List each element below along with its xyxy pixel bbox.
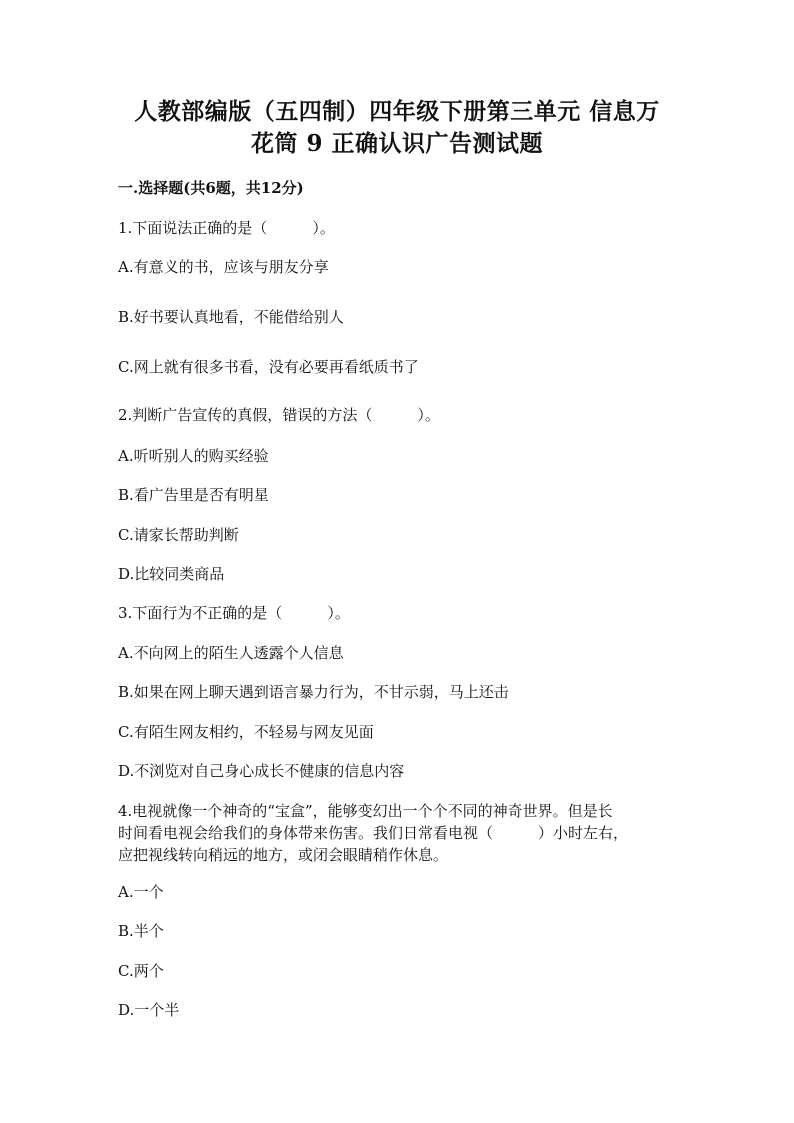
question-4-option-c: C.两个 <box>118 962 164 980</box>
question-4-stem-line-2: 时间看电视会给我们的身体带来伤害。我们日常看电视（ ）小时左右， <box>118 824 629 842</box>
question-1-stem: 1.下面说法正确的是（ ）。 <box>118 219 335 237</box>
question-2-option-a: A.听听别人的购买经验 <box>118 447 269 465</box>
question-2-stem: 2.判断广告宣传的真假，错误的方法（ ）。 <box>118 406 440 424</box>
question-1-option-c: C.网上就有很多书看，没有必要再看纸质书了 <box>118 358 419 376</box>
section-heading: 一.选择题(共6题，共12分) <box>118 179 304 197</box>
question-3-option-d: D.不浏览对自己身心成长不健康的信息内容 <box>118 762 405 780</box>
question-3-stem: 3.下面行为不正确的是（ ）。 <box>118 604 350 622</box>
question-4-stem-line-1: 4.电视就像一个神奇的“宝盒”，能够变幻出一个个不同的神奇世界。但是长 <box>118 802 613 820</box>
question-2-option-d: D.比较同类商品 <box>118 565 225 583</box>
question-2-option-c: C.请家长帮助判断 <box>118 526 239 544</box>
title-line-1: 人教部编版（五四制）四年级下册第三单元 信息万 <box>134 98 660 125</box>
question-3-option-a: A.不向网上的陌生人透露个人信息 <box>118 644 344 662</box>
question-4-option-d: D.一个半 <box>118 1001 180 1019</box>
question-3-option-c: C.有陌生网友相约，不轻易与网友见面 <box>118 723 374 741</box>
question-2-option-b: B.看广告里是否有明星 <box>118 486 269 504</box>
question-4-option-a: A.一个 <box>118 883 164 901</box>
question-1-option-b: B.好书要认真地看，不能借给别人 <box>118 308 344 326</box>
question-4-stem-line-3: 应把视线转向稍远的地方，或闭会眼睛稍作休息。 <box>118 846 449 864</box>
question-3-option-b: B.如果在网上聊天遇到语言暴力行为，不甘示弱，马上还击 <box>118 683 509 701</box>
title-line-2: 花筒 9 正确认识广告测试题 <box>250 130 544 157</box>
question-1-option-a: A.有意义的书，应该与朋友分享 <box>118 258 329 276</box>
question-4-option-b: B.半个 <box>118 922 164 940</box>
